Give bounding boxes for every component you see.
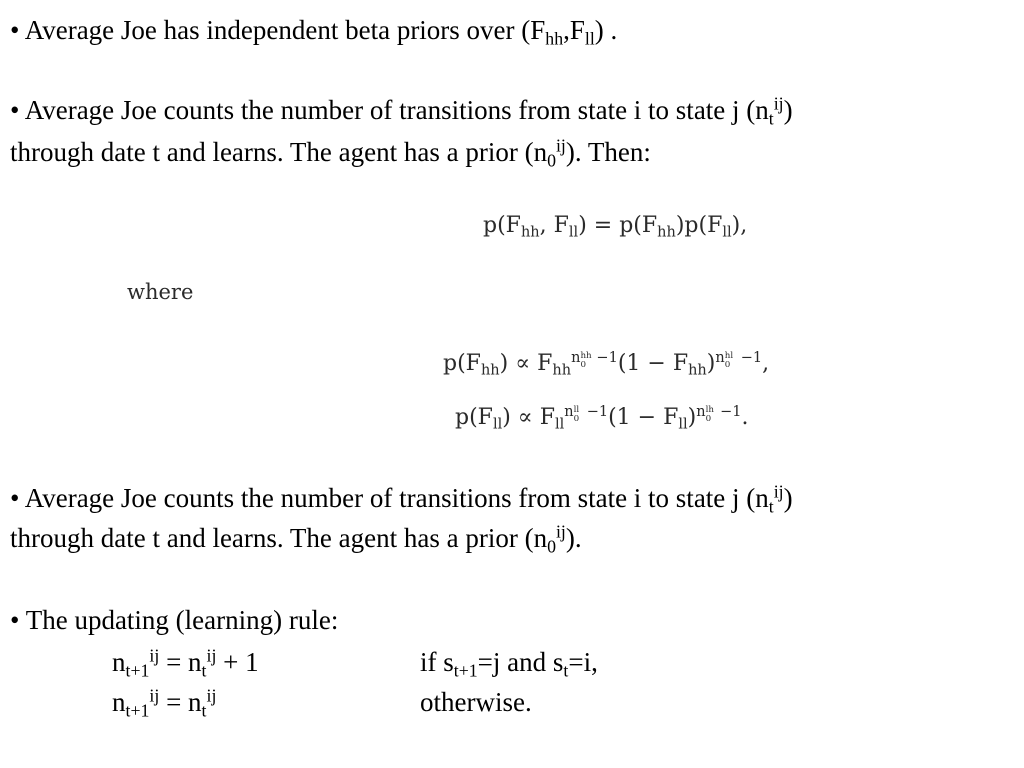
eq-text: (1 − F: [617, 351, 689, 376]
bullet-2-text: ). Then:: [565, 137, 651, 167]
eq-exp-minus: −1: [740, 350, 763, 367]
eq-text: ,: [762, 351, 770, 376]
prior-fhh-equation: [443, 350, 769, 378]
update-rule-1-lhs: [112, 645, 259, 681]
eq-text: ) = p(F: [578, 213, 658, 238]
superscript: ij: [773, 481, 784, 502]
bullet-3-line-2: [10, 521, 582, 557]
bullet-dot: •: [10, 605, 20, 635]
bullet-2-text: Average Joe counts the number of transitions from state i to state j (n: [24, 95, 769, 125]
eq-exp-minus: −1: [720, 404, 742, 421]
subscript: hh: [545, 28, 564, 49]
update-rule-2-condition: otherwise.: [420, 687, 532, 717]
rule-text: if s: [420, 647, 454, 677]
eq-sub: ll: [678, 416, 688, 433]
eq-text: ): [706, 351, 716, 376]
eq-text: ) ∝ F: [502, 405, 555, 430]
subscript: 0: [547, 536, 556, 557]
bullet-4-text: The updating (learning) rule:: [25, 605, 339, 635]
bullet-1-text: ) .: [594, 15, 618, 45]
bullet-1: [10, 14, 618, 49]
rule-text: =j and s: [477, 647, 564, 677]
superscript: ij: [206, 645, 217, 666]
bullet-dot: •: [10, 483, 20, 513]
rule-text: n: [112, 687, 126, 717]
bullet-2-text: ): [783, 95, 793, 125]
eq-text: ) ∝ F: [499, 351, 553, 376]
bullet-3-text: ): [783, 483, 793, 513]
superscript: ij: [555, 521, 566, 542]
bullet-2-line-2: [10, 135, 651, 171]
superscript: ij: [206, 685, 217, 706]
eq-exp-n: n: [696, 404, 706, 421]
superscript: ij: [149, 685, 160, 706]
bullet-3-text: through date t and learns. The agent has a prior (n: [10, 523, 548, 553]
joint-prior-equation: [483, 212, 747, 240]
eq-exp-minus: −1: [586, 404, 609, 421]
superscript: ij: [773, 93, 784, 114]
subscript: t+1: [125, 700, 150, 721]
bullet-4: [10, 604, 338, 636]
eq-text: ): [687, 405, 697, 430]
subscript: t: [768, 108, 774, 129]
eq-sub: hh: [688, 362, 707, 379]
prior-fll-equation: [455, 404, 749, 432]
rule-text: + 1: [216, 647, 259, 677]
eq-sub: hh: [657, 224, 676, 241]
eq-exp-n: n: [571, 350, 581, 367]
eq-sub: hh: [552, 362, 572, 379]
rule-text: =i,: [568, 647, 598, 677]
subscript: t: [768, 496, 774, 517]
rule-text: n: [112, 647, 126, 677]
bullet-1-text: Average Joe has independent beta priors over (F: [24, 15, 546, 45]
eq-exp-n: n: [564, 404, 574, 421]
eq-text: p(F: [483, 213, 521, 238]
bullet-2-line-1: [10, 93, 793, 129]
where-label: where: [127, 280, 194, 304]
eq-sub: hh: [480, 362, 500, 379]
update-rule-1-condition: [420, 646, 598, 681]
eq-sub: ll: [554, 416, 565, 433]
bullet-dot: •: [10, 15, 20, 45]
eq-text: ),: [731, 213, 748, 238]
bullet-2-text: through date t and learns. The agent has a prior (n: [10, 137, 548, 167]
eq-exponent: n lh 0 −1: [696, 404, 742, 424]
bullet-dot: •: [10, 95, 20, 125]
eq-text: )p(F: [675, 213, 723, 238]
eq-text: p(F: [443, 351, 481, 376]
subscript: t: [201, 660, 207, 681]
superscript: ij: [555, 135, 566, 156]
subscript: ll: [584, 28, 595, 49]
eq-sub: ll: [722, 224, 732, 241]
eq-sub: hh: [520, 224, 540, 241]
bullet-3-text: Average Joe counts the number of transitions from state i to state j (n: [24, 483, 769, 513]
bullet-1-text: ,F: [563, 15, 585, 45]
eq-exp-n: n: [715, 350, 725, 367]
bullet-3-text: ).: [565, 523, 582, 553]
eq-exponent: n hh 0 −1: [571, 350, 618, 370]
subscript: t+1: [125, 660, 150, 681]
eq-text: p(F: [455, 405, 493, 430]
eq-exponent: n hl 0 −1: [715, 350, 763, 370]
subscript: 0: [547, 150, 556, 171]
eq-text: , F: [539, 213, 569, 238]
rule-text: = n: [159, 687, 202, 717]
eq-text: (1 − F: [608, 405, 679, 430]
update-rule-2-lhs: [112, 685, 217, 721]
eq-sub: ll: [492, 416, 503, 433]
subscript: t: [563, 660, 569, 681]
bullet-3-line-1: [10, 481, 793, 517]
subscript: t+1: [453, 660, 478, 681]
eq-exp-minus: −1: [596, 350, 618, 367]
eq-text: .: [741, 405, 749, 430]
superscript: ij: [149, 645, 160, 666]
eq-sub: ll: [568, 224, 579, 241]
subscript: t: [201, 700, 207, 721]
rule-text: = n: [159, 647, 202, 677]
eq-exponent: n ll 0 −1: [564, 404, 609, 424]
